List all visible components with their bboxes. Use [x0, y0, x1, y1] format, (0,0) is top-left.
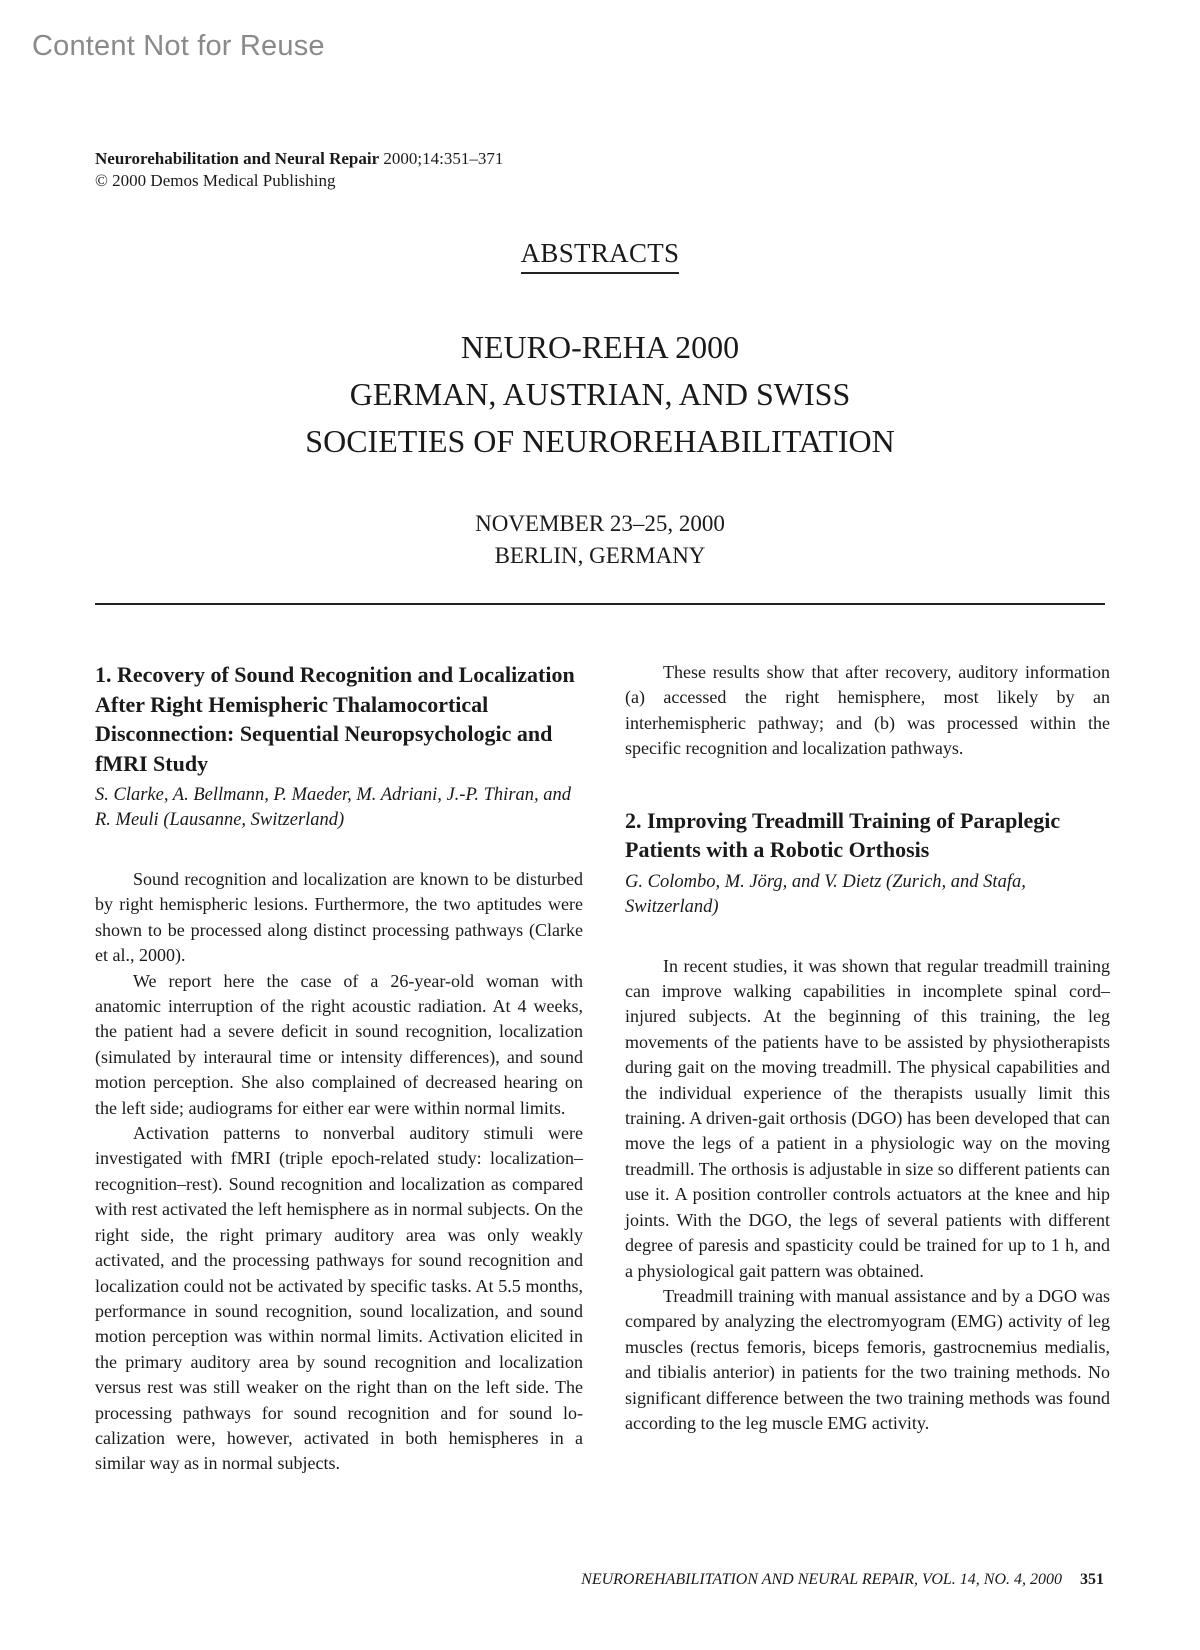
abstract-paragraph: Treadmill training with manual assistance and by a DGO was compared by analyzing the electromyogram (EMG) activity of leg muscles (rectus femoris, biceps femoris, gastrocnemius medialis, and tibialis anterior) in patients for the two training methods. No significant difference between the two training methods was found according to the leg muscle EMG activity.: [625, 1285, 1110, 1433]
conference-title-line: GERMAN, AUSTRIAN, AND SWISS: [349, 376, 851, 412]
conference-title-line: SOCIETIES OF NEUROREHABILITATION: [305, 423, 895, 459]
abstract-2: [625, 806, 1110, 1437]
watermark: Content Not for Reuse: [32, 30, 325, 62]
citation-ref: 2000;14:351–371: [383, 149, 504, 168]
conference-details: [0, 508, 1200, 572]
horizontal-divider: [95, 603, 1105, 605]
section-title-text: ABSTRACTS: [521, 238, 680, 274]
page-footer: [581, 1571, 1104, 1589]
abstract-paragraph: These results show that after recovery, auditory information (a) accessed the right hemisphere, most likely by an interhemispheric pathway; and (b) was processed within the specific recognition and localization pathways.: [625, 662, 1110, 759]
abstract-authors: S. Clarke, A. Bellmann, P. Maeder, M. Adriani, J.-P. Thiran, and R. Meuli (Lausanne, Switzerland): [95, 785, 572, 830]
right-column: [625, 660, 1110, 1436]
left-column: [95, 660, 583, 1477]
section-title: [0, 238, 1200, 274]
abstract-paragraph: In recent studies, it was shown that regular treadmill training can improve walking capabilities in incomplete spinal cord–injured subjects. At the beginning of this training, the leg movements of the patients have to be assisted by physiotherapists during gait on the moving treadmill. The physical capabilities and the individual experience of the therapists usually limit this training. A driven-gait orthosis (DGO) has been developed that can move the legs of a patient in a physiologic way on the moving treadmill. The orthosis is adjustable in size so different patients can use it. A position controller controls actuators at the knee and hip joints. With the DGO, the legs of several patients with different degree of paresis and spasticity could be trained for up to 1 h, and a physiological gait pattern was obtained.: [625, 955, 1110, 1281]
abstract-paragraph: We report here the case of a 26-year-old woman with anatomic interruption of the right acoustic radiation. At 4 weeks, the patient had a severe deficit in sound recognition, localization (simulated by interaural time or intensity differences), and sound motion perception. She also complained of decreased hearing on the left side; audiograms for either ear were within normal limits.: [95, 970, 583, 1118]
abstract-paragraph: Activation patterns to nonverbal auditory stimuli were investigated with fMRI (triple epoch-related study: localization–recognition–rest). Sound recognition and localization as compared with rest activated the left hemisphere as in normal subjects. On the right side, the right primary auditory area was only weakly activated, and the processing pathways for sound recognition and localization could not be activated by specific tasks. At 5.5 months, performance in sound recognition, sound localization, and sound motion perception was within normal limits. Activation elicited in the primary auditory area by sound recognition and localization versus rest was still weaker on the right than on the left side. The processing pathways for sound recognition and for sound localization were, however, activated in both hemispheres in a similar way as in normal subjects.: [95, 1123, 583, 1474]
citation-header: [95, 148, 503, 192]
journal-name: Neurorehabilitation and Neural Repair: [95, 149, 380, 168]
conference-title: [0, 324, 1200, 465]
page-number: 351: [1080, 1571, 1104, 1588]
conference-title-line: NEURO-REHA 2000: [460, 329, 740, 365]
conference-date: NOVEMBER 23–25, 2000: [475, 511, 725, 536]
abstract-authors: G. Colombo, M. Jörg, and V. Dietz (Zurich, and Stafa, Switzerland): [625, 871, 1026, 917]
conference-location: BERLIN, GERMANY: [494, 543, 706, 568]
abstract-title: 2. Improving Treadmill Training of Paraplegic Patients with a Robotic Orthosis: [625, 807, 1061, 863]
abstract-paragraph: Sound recognition and localization are known to be disturbed by right hemispheric lesions. Furthermore, the two aptitudes were shown to be processed along distinct processing pathways (Clarke et al., 2000).: [95, 869, 583, 966]
copyright: © 2000 Demos Medical Publishing: [95, 171, 336, 190]
abstract-title: 1. Recovery of Sound Recognition and Localization After Right Hemispheric Thalamocortical Disconnection: Sequential Neuropsychologic and fMRI Study: [95, 662, 575, 776]
footer-journal-issue: NEUROREHABILITATION AND NEURAL REPAIR, VOL. 14, NO. 4, 2000: [581, 1571, 1062, 1588]
citation-line: [95, 148, 503, 170]
